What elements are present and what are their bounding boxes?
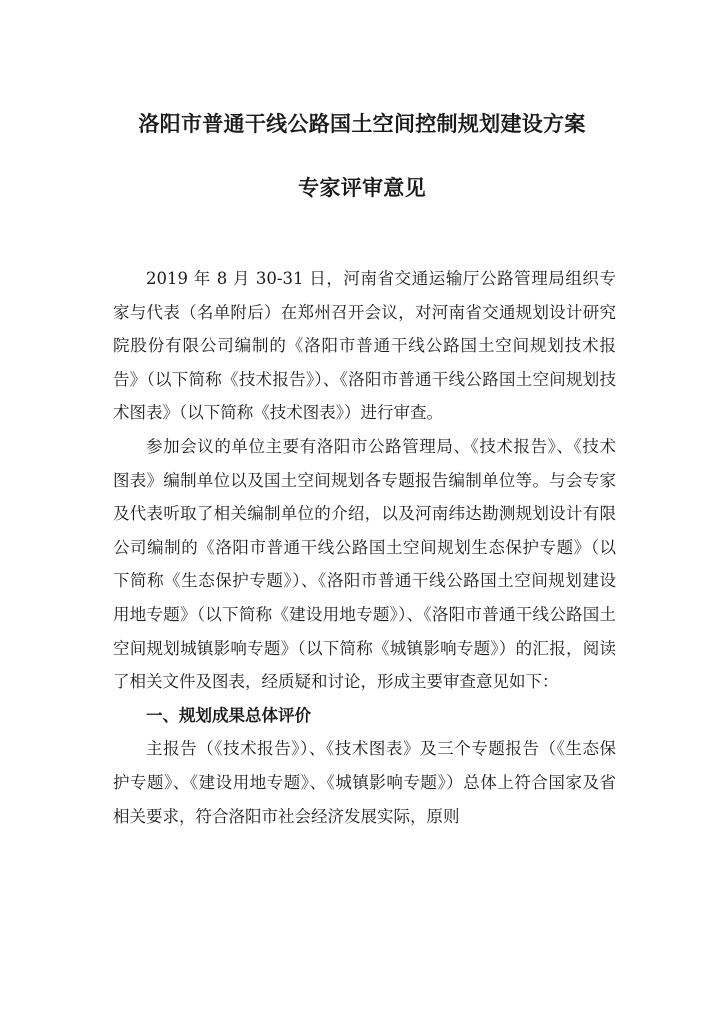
paragraph-participants: 参加会议的单位主要有洛阳市公路管理局、《技术报告》、《技术图表》编制单位以及国土空间规划各专题报告编制单位等。与会专家及代表听取了相关编制单位的介绍，以及河南纬达勘测规划设计有限公司编制的《洛阳市普通干线公路国土空间规划生态保护专题》（以下简称《生态保护专题》）、《洛阳市普通干线公路国土空间规划建设用地专题》（以下简称《建设用地专题》）、《洛阳市普通干线公路国土空间规划城镇影响专题》（以下简称《城镇影响专题》）的汇报，阅读了相关文件及图表，经质疑和讨论，形成主要审查意见如下： (113, 436, 616, 692)
document-body (113, 262, 616, 833)
section-heading: 一、规划成果总体评价 (146, 705, 311, 725)
document-subtitle: 专家评审意见 (298, 176, 426, 200)
paragraph-section-1: 主报告（《技术报告》）、《技术图表》及三个专题报告（《生态保护专题》、《建设用地专题》、《城镇影响专题》）总体上符合国家及省相关要求，符合洛阳市社会经济发展实际，原则 (113, 739, 616, 826)
document-title: 洛阳市普通干线公路国土空间控制规划建设方案 (138, 112, 586, 136)
paragraph-meeting-intro: 2019 年 8 月 30-31 日，河南省交通运输厅公路管理局组织专家与代表（名单附后）在郑州召开会议，对河南省交通规划设计研究院股份有限公司编制的《洛阳市普通干线公路国土空间规划技术报告》（以下简称《技术报告》）、《洛阳市普通干线公路国土空间规划技术图表》（以下简称《技术图表》）进行审查。 (113, 269, 616, 423)
